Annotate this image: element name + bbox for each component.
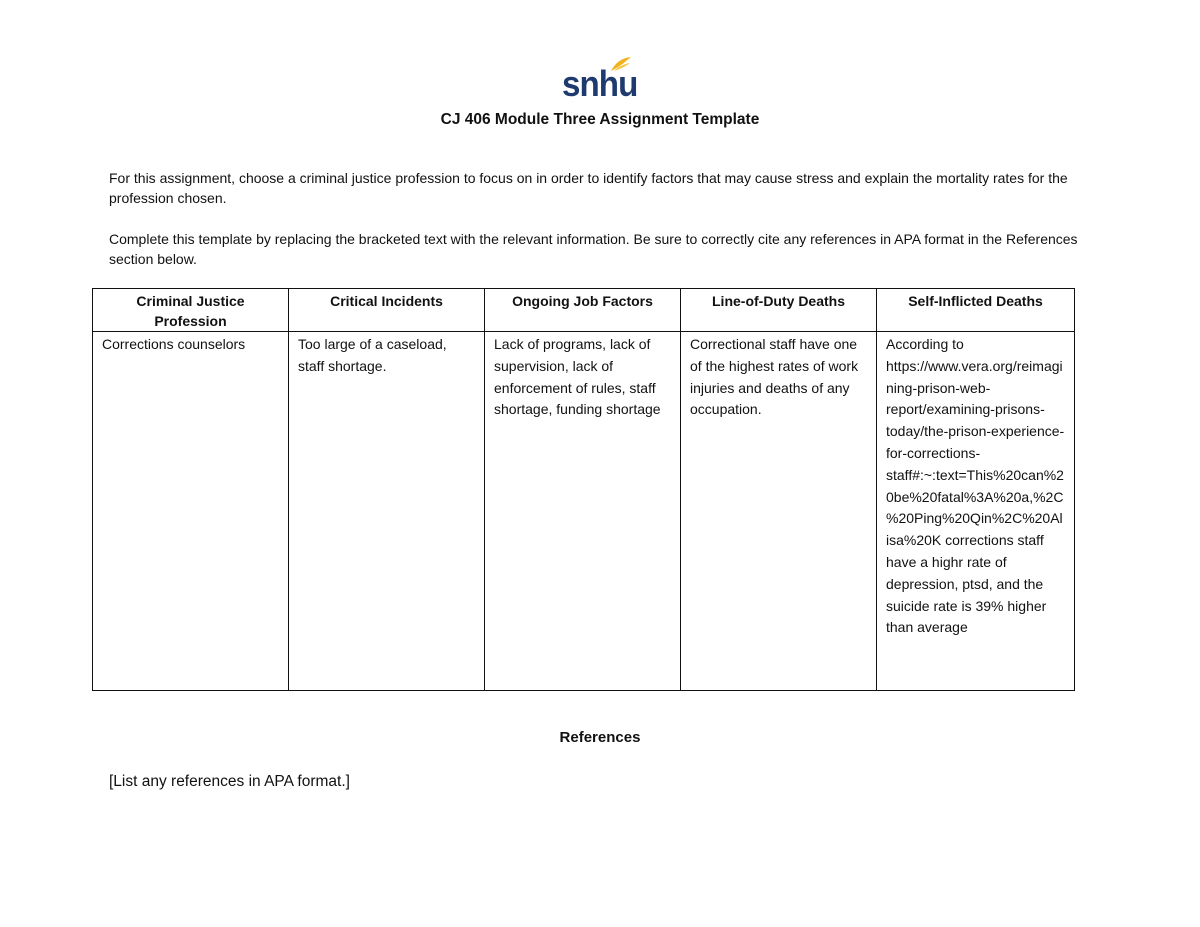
header-ongoing-job-factors: Ongoing Job Factors [485, 289, 681, 332]
header-critical-incidents: Critical Incidents [289, 289, 485, 332]
cell-profession: Corrections counselors [93, 332, 289, 691]
snhu-logo [562, 54, 642, 106]
header-self-inflicted-deaths: Self-Inflicted Deaths [877, 289, 1075, 332]
table-header-row [93, 289, 1075, 332]
assignment-table [92, 288, 1075, 691]
cell-critical-incidents: Too large of a caseload, staff shortage. [289, 332, 485, 691]
cell-ongoing-job-factors: Lack of programs, lack of supervision, lack of enforcement of rules, staff shortage, funding shortage [485, 332, 681, 691]
cell-self-inflicted-deaths: According to https://www.vera.org/reimagining-prison-web-report/examining-prisons-today/the-prison-experience-for-corrections-staff#:~:text=This%20can%20be%20fatal%3A%20a,%2C%20Ping%20Qin%2C%20Alisa%20K corrections staff have a highr rate of depression, ptsd, and the suicide rate is 39% higher than average [877, 332, 1075, 691]
document-title: CJ 406 Module Three Assignment Template [440, 111, 760, 128]
table-row [93, 332, 1075, 691]
references-placeholder: [List any references in APA format.] [109, 773, 350, 790]
intro-paragraph-1: For this assignment, choose a criminal justice profession to focus on in order to identify factors that may cause stress and explain the mortality rates for the profession chosen. [109, 170, 1068, 206]
references-heading: References [559, 729, 641, 746]
intro-paragraph-2: Complete this template by replacing the bracketed text with the relevant information. Be sure to correctly cite any references in APA format in the References section below. [109, 231, 1078, 267]
header-line-of-duty-deaths: Line-of-Duty Deaths [681, 289, 877, 332]
logo-wordmark: snhu [562, 63, 638, 104]
cell-line-of-duty-deaths: Correctional staff have one of the highest rates of work injuries and deaths of any occupation. [681, 332, 877, 691]
header-profession: Criminal Justice Profession [93, 289, 289, 332]
